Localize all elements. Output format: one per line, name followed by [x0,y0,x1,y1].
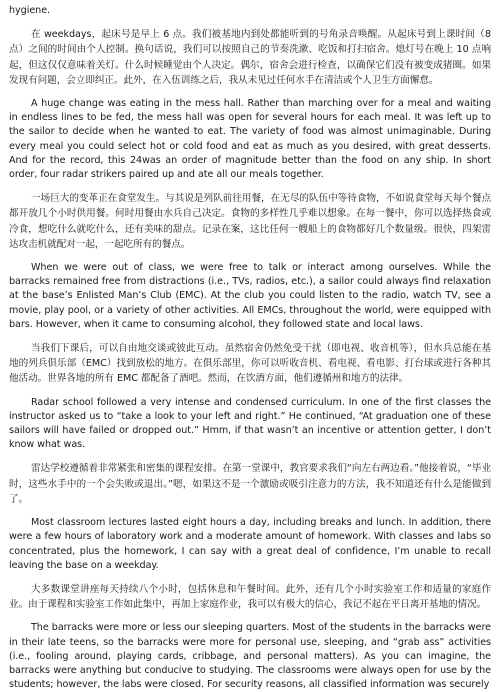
paragraph-zh-radar-school: 雷达学校遵循着非常紧张和密集的课程安排。在第一堂课中，教官要求我们“向左右两边看。”他接着说，“毕业时，这些水手中的一个会失败或退出。”嗯，如果这不是一个激励或吸引注意力的方法，我不知道还有什么是能做到了。 [9,463,491,505]
paragraph-en-out-of-class: When we were out of class, we were free to talk or interact among ourselves. While the barracks remained free from distractions (i.e., TVs, radios, etc.), a sailor could always find relaxation at the base’s Enlisted Man’s Club (EMC). At the club you could listen to the radio, watch TV, see a movie, play pool, or a variety of other activities. All EMCs, throughout the world, were equipped with bars. However, when it came to consuming alcohol, they followed state and local laws. [9,262,491,330]
paragraph-zh-lectures: 大多数课堂讲座每天持续八个小时，包括休息和午餐时间。此外，还有几个小时实验室工作和适量的家庭作业。由于课程和实验室工作如此集中，再加上家庭作业，我可以有极大的信心，我记不起在平日离开基地的情况。 [9,583,491,611]
paragraph-en-mess-hall: A huge change was eating in the mess hall. Rather than marching over for a meal and waiting in endless lines to be fed, the mess hall was open for several hours for each meal. It was left up to the sailor to decide when he wanted to eat. The variety of food was almost unimaginable. During every meal you could select hot or cold food and eat as much as you desired, with great desserts. And for the record, this 24was an order of magnitude better than the food on any ship. In short order, four radar strikers paired up and ate all our meals together. [9,98,491,181]
paragraph-zh-weekdays: 在 weekdays，起床号是早上 6 点。我们被基地内到处都能听到的号角录音唤醒。从起床号到上课时间（8 点）之间的时间由个人控制。换句话说，我们可以按照自己的节奏洗漱、吃饭和打扫宿舍。熄灯号在晚上 10 点响起，但这仅仅意味着关灯。什么时候睡觉由个人决定。偶尔，宿舍会进行检查，以确保它们没有被变成猪圈。如果发现有问题，会立即纠正。此外，在入伍训练之后，我从未见过任何水手在清洁或个人卫生方面懈怠。 [9,29,491,86]
paragraph-zh-out-of-class: 当我们下课后，可以自由地交谈或彼此互动。虽然宿舍仍然免受干扰（即电视、收音机等），但水兵总能在基地的列兵俱乐部（EMC）找到放松的地方。在俱乐部里，你可以听收音机、看电视、看电影、打台球或进行各种其他活动。世界各地的所有 EMC 都配备了酒吧。然而，在饮酒方面，他们遵循州和地方的法律。 [9,343,491,385]
paragraph-en-barracks: The barracks were more or less our sleeping quarters. Most of the students in the barracks were in their late teens, so the barracks were more for personal use, sleeping, and “grab ass” activities (i.e., fooling around, playing cards, cribbage, and personal matters). As you can imagine, the barracks were anything but conducive to studying. The classrooms were always open for use by the students; however, the labs were closed. For security reasons, all classified information was securely [9,622,491,691]
paragraph-en-radar-school: Radar school followed a very intense and condensed curriculum. In one of the first classes the instructor asked us to “take a look to your left and right.” He continued, “At graduation one of these sailors will have failed or dropped out.” Hmm, if that wasn’t an incentive or attention getter, I don’t know what was. [9,396,491,451]
paragraph-zh-mess-hall: 一场巨大的变革正在食堂发生。与其说是列队前往用餐，在无尽的队伍中等待食物，不如说食堂每天每个餐点都开放几个小时供用餐。何时用餐由水兵自己决定。食物的多样性几乎难以想象。在每一餐中，你可以选择热食或冷食，想吃什么就吃什么，还有美味的甜点。记录在案，这比任何一艘船上的食物都好几个数量级。很快，四架雷达攻击机就配对一起，一起吃所有的餐点。 [9,193,491,250]
paragraph-continuation: hygiene. [9,5,51,16]
paragraph-en-lectures: Most classroom lectures lasted eight hours a day, including breaks and lunch. In addition, there were a few hours of laboratory work and a moderate amount of homework. With classes and labs so concentrated, plus the homework, I can say with a great deal of confidence, I’m unable to recall leaving the base on a weekday. [9,517,491,571]
